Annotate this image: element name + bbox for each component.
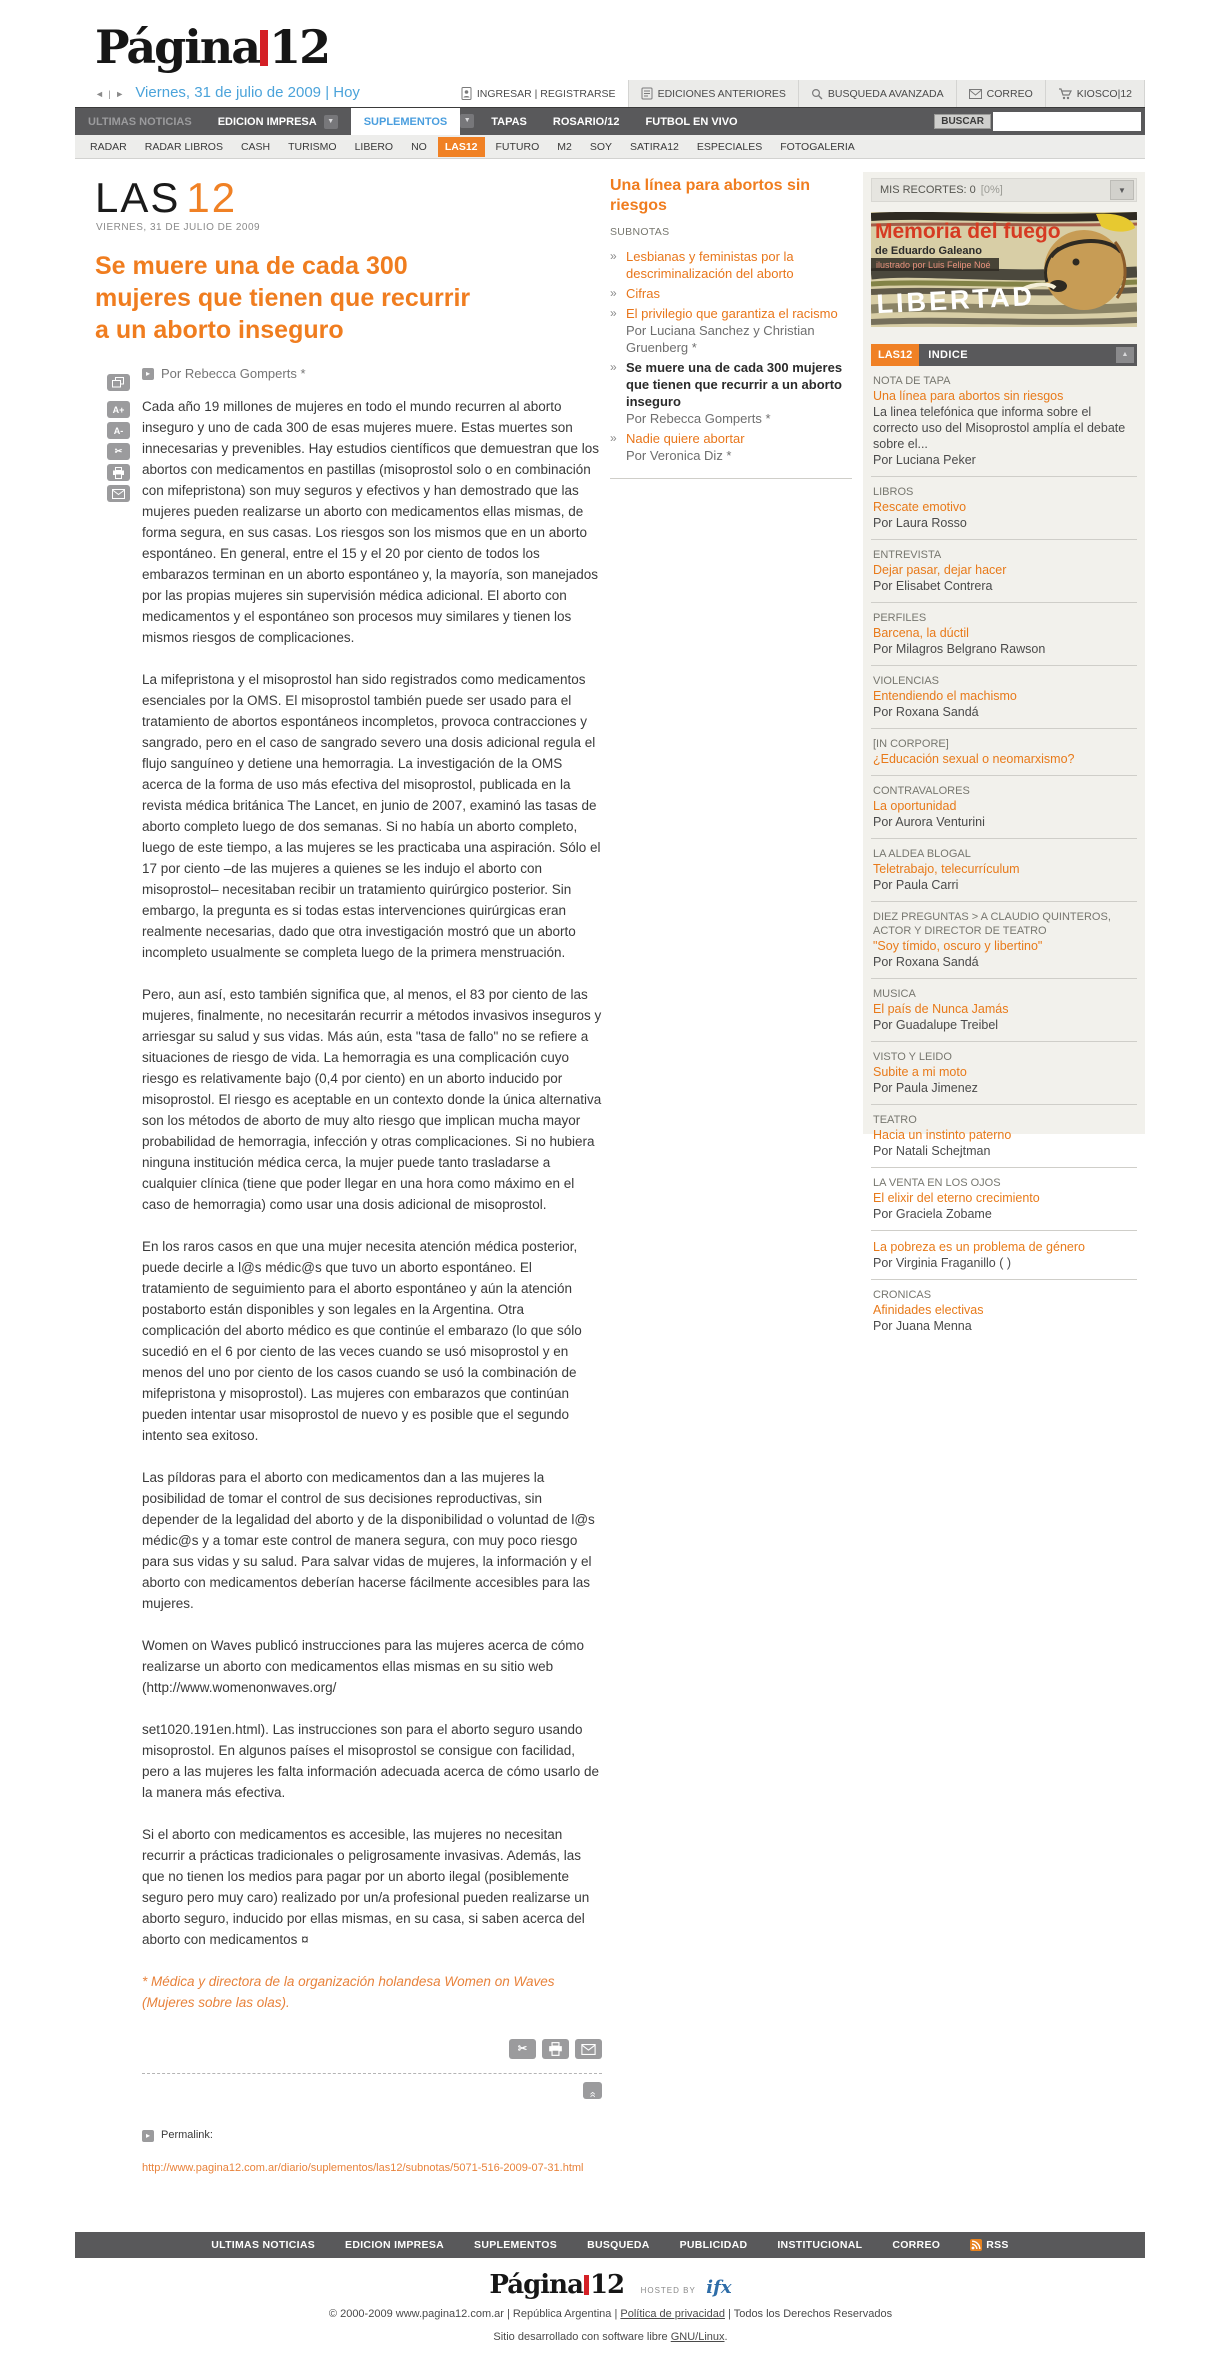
ad-title: Memoria del fuego	[875, 220, 1061, 243]
subnota-link[interactable]: Nadie quiere abortar	[626, 431, 745, 446]
subnota-byline: Por Luciana Sanchez y Christian Gruenberg *	[626, 323, 815, 355]
indice-article-link[interactable]: Dejar pasar, dejar hacer	[873, 563, 1007, 577]
indice-section	[871, 477, 1137, 540]
correo-label: CORREO	[986, 87, 1033, 100]
back-to-top-button[interactable]: «	[583, 2082, 602, 2099]
article-paragraph: Women on Waves publicó instrucciones para las mujeres acerca de cómo realizarse un aborto con medicamentos ellas mismas en su sitio web (http://www.womenonwaves.org/	[142, 1638, 584, 1695]
permalink-url[interactable]: http://www.pagina12.com.ar/diario/suplementos/las12/subnotas/5071-516-2009-07-31.html	[142, 2162, 584, 2174]
play-bullet-icon: ▸	[142, 368, 154, 380]
double-angle-bullet-icon: »	[610, 306, 617, 320]
masthead-las: LAS	[95, 174, 181, 221]
subnav-item-cash[interactable]: CASH	[240, 140, 271, 153]
indice-byline: Por Natali Schejtman	[873, 1144, 991, 1158]
indice-category: LA ALDEA BLOGAL	[873, 848, 971, 860]
indice-article-link[interactable]: Entendiendo el machismo	[873, 689, 1017, 703]
indice-byline: Por Aurora Venturini	[873, 815, 985, 829]
indice-category: ENTREVISTA	[873, 549, 942, 561]
scissors-clip-icon[interactable]: ✂	[509, 2039, 536, 2059]
indice-section	[871, 839, 1137, 902]
ediciones-anteriores-tab[interactable]	[628, 80, 798, 107]
cart-icon	[1058, 88, 1072, 100]
nav-edicion-impresa[interactable]	[205, 108, 351, 135]
mis-recortes-label: MIS RECORTES: 0	[880, 184, 976, 196]
indice-category: VIOLENCIAS	[873, 675, 940, 687]
las12-masthead[interactable]	[95, 174, 237, 222]
subnota-item	[610, 285, 852, 302]
indice-byline: Por Juana Menna	[873, 1319, 972, 1333]
indice-section	[871, 1231, 1137, 1280]
footer-link-correo[interactable]: CORREO	[892, 2239, 941, 2251]
edition-date-link[interactable]: Viernes, 31 de julio de 2009 | Hoy	[135, 84, 360, 101]
nav-suplementos-label: SUPLEMENTOS	[363, 115, 448, 128]
indice-byline: Por Virginia Fraganillo ( )	[873, 1256, 1012, 1270]
newspaper-icon	[641, 87, 653, 100]
main-navigation	[75, 108, 1145, 135]
utility-bar	[449, 80, 1145, 107]
footer-link-rss[interactable]	[970, 2239, 1009, 2251]
login-register-label: INGRESAR | REGISTRARSE	[476, 87, 616, 100]
ifx-logo[interactable]: ifx	[706, 2277, 732, 2298]
gnu-text: Sitio desarrollado con software libre	[493, 2331, 671, 2343]
indice-section	[871, 366, 1137, 477]
memoria-del-fuego-ad[interactable]	[871, 212, 1137, 332]
subnav-item-radar[interactable]: RADAR	[90, 140, 127, 153]
kiosco12-label: KIOSCO|12	[1076, 87, 1132, 100]
subnav-item-futuro[interactable]: FUTURO	[495, 140, 540, 153]
article-title	[95, 250, 595, 346]
ad-illustrator: ilustrado por Luis Felipe Noé	[876, 260, 991, 270]
indice-byline: Por Guadalupe Treibel	[873, 1018, 999, 1032]
footer-logo-number: 12	[589, 2270, 625, 2300]
indice-category: CONTRAVALORES	[873, 785, 970, 797]
indice-category: PERFILES	[873, 612, 927, 624]
article-paragraph: Cada año 19 millones de mujeres en todo el mundo recurren al aborto inseguro y uno de cada 300 de esas mujeres muere. Estas muertes son innecesarias y prevenibles. Hay estudios científicos que demuestran que los abortos con medicamentos en pastillas (misoprostol solo o en combinación con mifepristona) son muy seguros y efectivos y han demostrado que las mujeres pueden realizarse un aborto con medicamentos ellas mismas, de forma segura, en sus casas. Los riesgos son los mismos que en un aborto espontáneo. En general, entre el 15 y el 20 por ciento de todos los embarazos terminan en un aborto espontáneo y, la mayoría, son manejados por las propias mujeres sin supervisión médica adicional. El aborto con medicamentos y el espontáneo son procesos muy similares y tienen los mismos riesgos de complicaciones.	[142, 399, 600, 645]
indice-article-link[interactable]: Rescate emotivo	[873, 500, 967, 514]
copyright-text: © 2000-2009 www.pagina12.com.ar | República Argentina |	[328, 2308, 621, 2320]
indice-byline: Por Roxana Sandá	[873, 955, 979, 969]
nav-ultimas-noticias[interactable]: ULTIMAS NOTICIAS	[88, 115, 192, 128]
indice-las12-badge: LAS12	[871, 344, 919, 366]
scissors-clip-icon[interactable]: ✂	[107, 443, 130, 460]
article-title-line: mujeres que tienen que recurrir	[95, 284, 471, 312]
gnu-linux-link[interactable]: GNU/Linux	[670, 2331, 725, 2343]
subnav-item-libero[interactable]: LIBERO	[354, 140, 394, 153]
hosted-by-label: HOSTED BY	[640, 2286, 696, 2295]
indice-article-link[interactable]: Teletrabajo, telecurrículum	[873, 862, 1020, 876]
footer-link-ultimas-noticias[interactable]: ULTIMAS NOTICIAS	[211, 2239, 316, 2251]
ediciones-anteriores-label: EDICIONES ANTERIORES	[657, 87, 786, 100]
indice-section	[871, 729, 1137, 776]
indice-section	[871, 776, 1137, 839]
subnota-item	[610, 248, 852, 282]
indice-article-link[interactable]: El país de Nunca Jamás	[873, 1002, 1009, 1016]
edition-prev-next-arrows[interactable]: ◄ | ►	[95, 89, 126, 99]
right-sidebar	[863, 172, 1145, 1333]
print-icon[interactable]	[542, 2039, 569, 2059]
mis-recortes-bar	[871, 178, 1137, 202]
article-paragraph: set1020.191en.html). Las instrucciones son para el aborto seguro usando misoprostol. En algunos países el misoprostol se consigue con facilidad, pero a las mujeres les falta información adecuada acerca de cómo usarlo de la manera más efectiva.	[142, 1722, 600, 1800]
indice-category: TEATRO	[873, 1114, 917, 1126]
ad-illustration	[871, 212, 1137, 327]
footer-link-edicion-impresa[interactable]: EDICION IMPRESA	[345, 2239, 445, 2251]
search-icon	[811, 88, 823, 100]
collapse-up-button[interactable]: ▲	[1116, 347, 1134, 363]
indice-article-link[interactable]: ¿Educación sexual o neomarxismo?	[873, 752, 1075, 766]
footer-link-institucional[interactable]: INSTITUCIONAL	[777, 2239, 863, 2251]
subnav-item-soy[interactable]: SOY	[589, 140, 613, 153]
indice-byline: Por Luciana Peker	[873, 453, 976, 467]
footer-navigation	[75, 2232, 1145, 2258]
indice-section	[871, 666, 1137, 729]
permalink-label-row	[142, 2125, 602, 2146]
subnav-item-turismo[interactable]: TURISMO	[288, 140, 337, 153]
article-title-line: Se muere una de cada 300	[95, 252, 408, 280]
search-button[interactable]: BUSCAR	[934, 114, 991, 129]
indice-section	[871, 1168, 1137, 1231]
correo-tab[interactable]	[956, 80, 1045, 107]
subnota-link[interactable]: Cifras	[626, 286, 660, 301]
nav-tapas[interactable]: TAPAS	[491, 115, 527, 128]
nav-futbol-en-vivo[interactable]: FUTBOL EN VIVO	[645, 115, 738, 128]
article-paragraph: En los raros casos en que una mujer necesita atención médica posterior, puede decirle a l@s médic@s que tuvo un aborto espontáneo. El tratamiento de seguimiento para el aborto espontáneo y aún la atención postaborto están disponibles y son legales en la Argentina. Otra complicación del aborto médico es que continúe el embarazo (lo que sólo sucedió en el 6 por ciento de las veces cuando se usó misoprostol y en menos del uno por ciento de los casos cuando se usó la combinación de mifepristona y misoprostol). Las mujeres con embarazos que continúan pueden intentar usar misoprostol de nuevo y es posible que el segundo intento sea exitoso.	[142, 1239, 582, 1443]
indice-category: NOTA DE TAPA	[873, 375, 951, 387]
logo-number: 12	[269, 20, 330, 74]
article-paragraph: La mifepristona y el misoprostol han sido registrados como medicamentos esenciales por la OMS. El misoprostol también puede ser usado para el tratamiento de abortos espontáneos incompletos, provoca contracciones y sangrado, pero en el caso de sangrado severo una dosis adicional regula el flujo sanguíneo y detiene una hemorragia. La investigación de la OMS acerca de la forma de uso más efectiva del misoprostol, publicada en la revista médica británica The Lancet, en junio de 2007, examinó las tasas de aborto completo luego de dos semanas. Si no había un aborto completo, luego de este tiempo, a las mujeres se les practicaba una aspiración. Sólo el 17 por ciento –de las mujeres a quienes se les indujo el aborto con misoprostol– necesitaban recibir un tratamiento quirúrgico posterior. Sin embargo, la pregunta es si todas estas intervenciones quirúrgicas eran realmente necesarias, dado que otra investigación mostró que un aborto incompleto usualmente se completa luego de la primera menstruación.	[142, 672, 601, 960]
indice-article-link[interactable]: Afinidades electivas	[873, 1303, 984, 1317]
subnav-item-las12-active[interactable]: LAS12	[438, 137, 485, 157]
footer-pagina12-logo[interactable]	[489, 2270, 624, 2300]
subnotas-label: SUBNOTAS	[610, 226, 670, 238]
ad-word: LIBERTAD	[875, 280, 1036, 320]
subnav-item-m2[interactable]: M2	[557, 140, 572, 153]
indice-section	[871, 1105, 1137, 1168]
busqueda-avanzada-tab[interactable]	[798, 80, 956, 107]
ad-author: de Eduardo Galeano	[875, 245, 982, 257]
indice-article-link[interactable]: La oportunidad	[873, 799, 957, 813]
envelope-icon	[969, 89, 982, 99]
article-paragraph: Pero, aun así, esto también significa que, al menos, el 83 por ciento de las mujeres, finalmente, no necesitarán recurrir a métodos invasivos inseguros y arriesgar su salud y sus vidas. Más aún, esta "tasa de fallo" no se refiere a situaciones de riesgo de vida. La hemorragia es una complicación cuyo riesgo es relativamente bajo (0,4 por ciento) en un aborto inducido por misoprostol. El riesgo es aceptable en un contexto donde la única alternativa son los métodos de aborto de muy alto riesgo que implican mucha mayor probabilidad de hemorragia, infección y otras complicaciones. Si no hubiera ninguna institución médica cerca, la mujer puede tanto trasladarse a cualquier clínica (tiene que poder llegar en una hora como máximo en el caso de hemorragia) como usar una dosis adicional de misoprostol.	[142, 987, 602, 1212]
search-input[interactable]	[993, 112, 1141, 131]
pagina12-logo[interactable]	[95, 20, 329, 74]
copyright-line	[0, 2308, 1221, 2320]
indice-category: LIBROS	[873, 486, 914, 498]
play-bullet-icon: ▸	[142, 2130, 154, 2142]
subnota-item	[610, 305, 852, 356]
gnu-period: .	[724, 2331, 728, 2343]
footer-link-busqueda[interactable]: BUSQUEDA	[587, 2239, 650, 2251]
subnotas-divider	[610, 478, 852, 479]
subnav-item-no[interactable]: NO	[411, 140, 427, 153]
article-byline	[142, 366, 306, 381]
rss-icon	[970, 2239, 982, 2251]
las12-indice-bar	[871, 344, 1137, 366]
masthead-12: 12	[186, 174, 238, 221]
search-area	[934, 108, 1145, 135]
kiosco12-tab[interactable]	[1045, 80, 1145, 107]
nav-edicion-impresa-label: EDICION IMPRESA	[217, 115, 317, 128]
subnota-link-current[interactable]: Se muere una de cada 300 mujeres que tienen que recurrir a un aborto inseguro	[626, 360, 843, 409]
subnota-item	[610, 430, 852, 464]
login-register-link[interactable]	[449, 80, 628, 107]
indice-article-link[interactable]: "Soy tímido, oscuro y libertino"	[873, 939, 1043, 953]
footer-link-publicidad[interactable]: PUBLICIDAD	[679, 2239, 748, 2251]
subnota-link[interactable]: Lesbianas y feministas por la descriminalización del aborto	[626, 249, 794, 281]
indice-article-link[interactable]: Una línea para abortos sin riesgos	[873, 389, 1064, 403]
chevron-down-icon[interactable]: ▼	[460, 114, 474, 128]
gnu-line	[0, 2331, 1221, 2343]
article-tools-bottom	[142, 2039, 602, 2059]
logo-red-bar-icon	[260, 30, 268, 66]
indice-byline: Por Laura Rosso	[873, 516, 967, 530]
indice-article-link[interactable]: El elixir del eterno crecimiento	[873, 1191, 1040, 1205]
subnotas-column	[610, 176, 852, 479]
indice-title: INDICE	[919, 344, 1116, 366]
recortes-dropdown-button[interactable]: ▼	[1110, 180, 1134, 200]
indice-section-list	[871, 366, 1137, 1342]
double-angle-bullet-icon: »	[610, 249, 617, 263]
logo-text: Página	[95, 20, 260, 74]
clip-window-icon[interactable]	[107, 374, 130, 391]
font-larger-button[interactable]: A+	[107, 401, 130, 418]
indice-excerpt: La linea telefónica que informa sobre el correcto uso del Misoprostol amplía el debate sobre el...	[873, 405, 1126, 451]
nav-rosario12[interactable]: ROSARIO/12	[552, 115, 620, 128]
indice-category: VISTO Y LEIDO	[873, 1051, 952, 1063]
busqueda-avanzada-label: BUSQUEDA AVANZADA	[827, 87, 944, 100]
indice-article-link[interactable]: Hacia un instinto paterno	[873, 1128, 1012, 1142]
indice-category: LA VENTA EN LOS OJOS	[873, 1177, 1001, 1189]
article-byline-text: Por Rebecca Gomperts *	[161, 366, 306, 381]
logo-red-bar-icon	[584, 2275, 589, 2295]
permalink-label: Permalink:	[161, 2129, 213, 2141]
indice-section	[871, 902, 1137, 979]
indice-byline: Por Elisabet Contrera	[873, 579, 993, 593]
font-smaller-button[interactable]: A-	[107, 422, 130, 439]
indice-byline: Por Roxana Sandá	[873, 705, 979, 719]
indice-byline: Por Graciela Zobame	[873, 1207, 992, 1221]
masthead-date: VIERNES, 31 DE JULIO DE 2009	[96, 222, 261, 233]
user-icon	[461, 87, 472, 100]
indice-category: MUSICA	[873, 988, 916, 1000]
indice-section	[871, 979, 1137, 1042]
footer-rss-label: RSS	[986, 2239, 1009, 2251]
double-angle-bullet-icon: »	[610, 431, 617, 445]
indice-byline: Por Paula Jimenez	[873, 1081, 978, 1095]
subnota-link[interactable]: El privilegio que garantiza el racismo	[626, 306, 838, 321]
privacy-policy-link[interactable]: Política de privacidad	[620, 2308, 725, 2320]
subnota-byline: Por Veronica Diz *	[626, 448, 732, 463]
subnav-item-satira12[interactable]: SATIRA12	[630, 140, 679, 153]
print-icon[interactable]	[107, 464, 130, 481]
rights-text: | Todos los Derechos Reservados	[724, 2308, 893, 2320]
footer-logo-row	[0, 2270, 1221, 2300]
indice-section	[871, 603, 1137, 666]
double-angle-bullet-icon: »	[610, 286, 617, 300]
edition-date-nav	[95, 84, 360, 101]
article-paragraph: Las píldoras para el aborto con medicamentos dan a las mujeres la posibilidad de tomar el control de sus decisiones reproductivas, sin depender de la legalidad del aborto y de la disponibilidad o voluntad de l@s médic@s y a tomar este control de manera segura, con muy poco riesgo para sus vidas y su salud. Para salvar vidas de mujeres, la información y el aborto con medicamentos deberían hacerse fácilmente accesibles para las mujeres.	[142, 1470, 595, 1611]
indice-article-link[interactable]: Subite a mi moto	[873, 1065, 967, 1079]
indice-article-link[interactable]: La pobreza es un problema de género	[873, 1240, 1085, 1254]
footer-link-suplementos[interactable]: SUPLEMENTOS	[474, 2239, 558, 2251]
article-tool-rail	[107, 374, 130, 502]
indice-article-link[interactable]: Barcena, la dúctil	[873, 626, 969, 640]
indice-category: CRONICAS	[873, 1289, 932, 1301]
article-paragraph: Si el aborto con medicamentos es accesible, las mujeres no necesitan recurrir a prácticas tradicionales o peligrosamente invasivas. Además, las que no tienen los medios para pagar por un aborto ilegal (posiblemente seguro pero muy caro) realizado por un/a profesional pueden realizarse un aborto seguro, inducido por ellas mismas, en su casa, si saben acerca del aborto con medicamentos ¤	[142, 1827, 590, 1947]
indice-collapse-wrap	[1116, 344, 1137, 366]
indice-category: DIEZ PREGUNTAS > A CLAUDIO QUINTEROS, ACTOR Y DIRECTOR DE TEATRO	[873, 911, 1111, 937]
subnota-byline: Por Rebecca Gomperts *	[626, 411, 771, 426]
dashed-divider	[142, 2073, 602, 2074]
indice-section	[871, 540, 1137, 603]
mis-recortes-percent: [0%]	[980, 184, 1003, 196]
cover-note-title-link[interactable]: Una línea para abortos sin riesgos	[610, 177, 811, 214]
article-title-line: a un aborto inseguro	[95, 316, 344, 344]
email-article-icon[interactable]	[107, 485, 130, 502]
footer-logo-text: Página	[489, 2270, 583, 2300]
nav-suplementos[interactable]	[351, 108, 461, 135]
chevron-down-icon[interactable]: ▼	[324, 115, 338, 129]
back-to-top-row	[142, 2082, 602, 2099]
email-article-icon[interactable]	[575, 2039, 602, 2059]
subnav-item-especiales[interactable]: ESPECIALES	[696, 140, 763, 153]
supplements-subnav	[75, 135, 1145, 159]
article-body	[142, 396, 602, 2179]
double-angle-bullet-icon: »	[610, 360, 617, 374]
indice-byline: Por Milagros Belgrano Rawson	[873, 642, 1046, 656]
subnav-item-radar-libros[interactable]: RADAR LIBROS	[144, 140, 223, 153]
author-footnote: * Médica y directora de la organización holandesa Women on Waves (Mujeres sobre las olas).	[142, 1974, 555, 2010]
indice-category: [IN CORPORE]	[873, 738, 949, 750]
indice-section	[871, 1042, 1137, 1105]
subnota-item-current	[610, 359, 852, 427]
indice-byline: Por Paula Carri	[873, 878, 959, 892]
indice-section	[871, 1280, 1137, 1342]
subnav-item-fotogaleria[interactable]: FOTOGALERIA	[780, 140, 855, 153]
